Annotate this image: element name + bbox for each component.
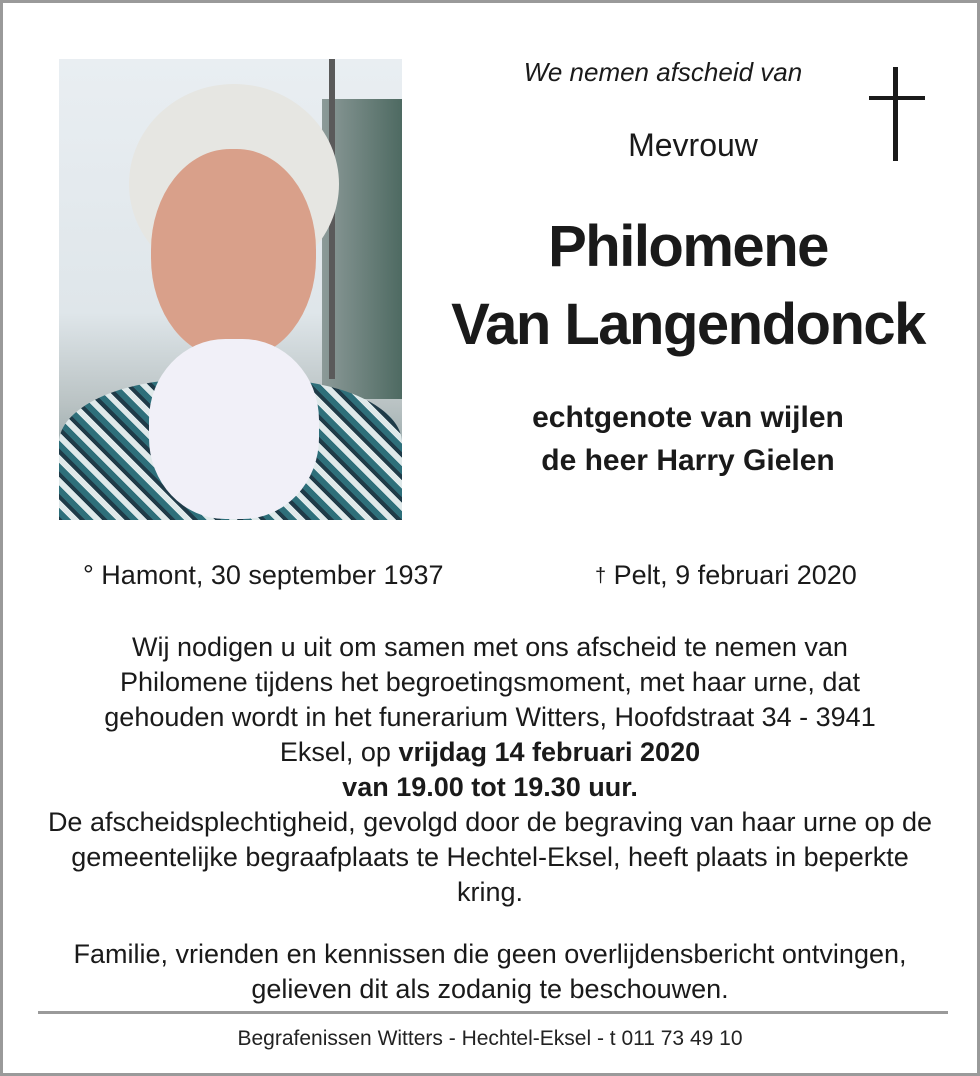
death-notice [3, 3, 977, 1073]
funeral-text: De afscheidsplechtigheid, gevolgd door de begraving van haar urne op de gemeentelijke begraafplaats te Hechtel-Eksel, heeft plaats in beperkte kring. [47, 807, 933, 907]
last-name: Van Langendonck [451, 292, 925, 357]
ceremony-text [23, 630, 957, 910]
honorific: Mevrouw [628, 127, 758, 163]
invitation-text: Wij nodigen u uit om samen met ons afscheid te nemen van Philomene tijdens het begroetingsmoment, met haar urne, dat gehouden wordt in het funerarium Witters, Hoofdstraat 34 - 3941 Eksel, op [104, 632, 876, 767]
deceased-name [423, 208, 953, 364]
death-text: Pelt, 9 februari 2020 [613, 560, 857, 590]
spouse-line-1: echtgenote van wijlen [532, 401, 844, 434]
ceremony-date: vrijdag 14 februari 2020 [398, 737, 701, 767]
spouse-line-2: de heer Harry Gielen [541, 444, 835, 477]
closing-text: Familie, vrienden en kennissen die geen overlijdensbericht ontvingen, gelieven dit als zodanig te beschouwen. [73, 939, 907, 1004]
death-info [595, 560, 857, 591]
first-name: Philomene [548, 214, 828, 279]
portrait-photo [59, 59, 402, 520]
intro-text: We nemen afscheid van [523, 57, 803, 87]
spouse-info [423, 396, 953, 482]
death-cross-icon: † [595, 565, 607, 587]
funeral-home-footer: Begrafenissen Witters - Hechtel-Eksel - t 011 73 49 10 [237, 1027, 743, 1050]
birth-info: ° Hamont, 30 september 1937 [83, 560, 444, 590]
ceremony-time: van 19.00 tot 19.30 uur. [342, 772, 638, 802]
divider [38, 1011, 948, 1014]
